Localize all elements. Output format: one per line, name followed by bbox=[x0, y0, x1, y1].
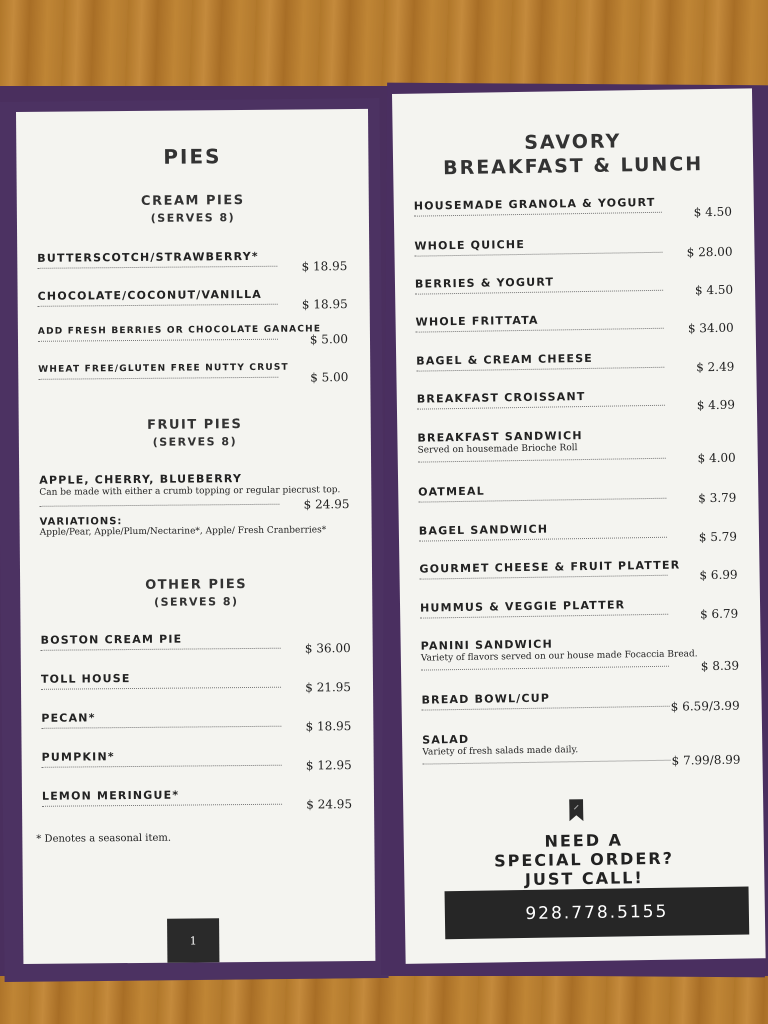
other-pies-serves: (SERVES 8) bbox=[154, 595, 239, 609]
menu-item bbox=[40, 670, 352, 695]
item-price: $ 18.95 bbox=[305, 719, 352, 734]
cream-pies-heading: CREAM PIES bbox=[140, 193, 245, 209]
menu-item bbox=[413, 195, 733, 220]
leader-dots bbox=[41, 726, 281, 729]
leader-dots bbox=[420, 575, 668, 580]
item-description: Served on housemade Brioche Roll bbox=[417, 443, 578, 456]
leader-dots bbox=[421, 666, 669, 671]
menu-item bbox=[422, 729, 741, 768]
leader-dots bbox=[415, 290, 663, 295]
menu-item bbox=[41, 709, 352, 734]
item-name: BREAKFAST CROISSANT bbox=[416, 389, 586, 406]
pies-panel bbox=[16, 109, 375, 964]
item-name: WHEAT FREE/GLUTEN FREE NUTTY CRUST bbox=[38, 362, 289, 375]
menu-item bbox=[416, 350, 735, 375]
leader-dots bbox=[42, 765, 282, 768]
fruit-pies-heading: FRUIT PIES bbox=[147, 417, 243, 433]
item-price: $ 7.99/8.99 bbox=[671, 752, 741, 768]
leader-dots bbox=[37, 266, 277, 269]
menu-item bbox=[419, 597, 739, 622]
menu-item bbox=[37, 324, 349, 347]
menu-item bbox=[37, 249, 348, 274]
item-price: $ 5.00 bbox=[309, 332, 349, 347]
item-name: HOUSEMADE GRANOLA & YOGURT bbox=[413, 195, 656, 213]
item-name: PANINI SANDWICH bbox=[420, 637, 554, 653]
cream-pies-serves: (SERVES 8) bbox=[150, 211, 236, 225]
item-name: BAGEL & CREAM CHEESE bbox=[416, 351, 594, 368]
leader-dots bbox=[414, 212, 662, 217]
menu-item bbox=[420, 635, 740, 674]
menu-item bbox=[40, 631, 351, 656]
item-price: $ 12.95 bbox=[305, 758, 352, 773]
menu-item bbox=[416, 388, 736, 413]
menu-item bbox=[41, 748, 352, 773]
item-price: $ 18.95 bbox=[301, 259, 348, 274]
leader-dots bbox=[41, 687, 281, 690]
item-price: $ 4.00 bbox=[697, 450, 736, 466]
item-name: BOSTON CREAM PIE bbox=[40, 632, 183, 647]
item-name: ADD FRESH BERRIES OR CHOCOLATE GANACHE bbox=[37, 324, 322, 337]
item-price: $ 8.39 bbox=[700, 658, 740, 674]
leader-dots bbox=[416, 328, 664, 333]
page-number: 1 bbox=[167, 918, 219, 962]
item-name: BREAD BOWL/CUP bbox=[421, 691, 551, 707]
fruit-pies-serves: (SERVES 8) bbox=[152, 435, 238, 449]
item-name: CHOCOLATE/COCONUT/VANILLA bbox=[37, 287, 263, 303]
menu-item bbox=[414, 273, 734, 298]
item-price: $ 5.00 bbox=[310, 370, 349, 385]
leader-dots bbox=[41, 648, 281, 651]
phone-number[interactable]: 928.778.5155 bbox=[445, 886, 750, 939]
leader-dots bbox=[38, 304, 278, 307]
menu-item bbox=[41, 787, 353, 812]
menu-item bbox=[415, 311, 734, 336]
savory-title-line1: SAVORY bbox=[524, 130, 622, 154]
item-price: $ 6.59/3.99 bbox=[670, 698, 740, 714]
item-name: PUMPKIN* bbox=[41, 750, 115, 764]
leader-dots bbox=[418, 458, 666, 463]
item-name: HUMMUS & VEGGIE PLATTER bbox=[419, 598, 626, 615]
leader-dots bbox=[38, 377, 278, 380]
seasonal-footnote: * Denotes a seasonal item. bbox=[36, 832, 172, 845]
other-pies-heading: OTHER PIES bbox=[145, 577, 248, 593]
item-price: $ 4.50 bbox=[694, 282, 734, 298]
menu-item bbox=[38, 362, 349, 385]
item-price: $ 6.79 bbox=[699, 606, 739, 622]
item-price: $ 24.95 bbox=[306, 797, 353, 812]
leader-dots bbox=[415, 252, 663, 257]
item-description: Variety of flavors served on our house made Focaccia Bread. bbox=[420, 649, 698, 664]
item-name: WHOLE QUICHE bbox=[414, 237, 526, 253]
leader-dots bbox=[419, 537, 667, 542]
leader-dots bbox=[416, 367, 664, 372]
item-name: APPLE, CHERRY, BLUEBERRY bbox=[39, 472, 243, 487]
variations-text: Apple/Pear, Apple/Plum/Nectarine*, Apple/ Fresh Cranberries* bbox=[39, 525, 327, 538]
pies-title: PIES bbox=[163, 144, 222, 169]
leader-dots bbox=[417, 405, 665, 410]
special-order-line1: NEED A bbox=[544, 830, 624, 851]
variations-block bbox=[40, 514, 350, 538]
item-name: OATMEAL bbox=[418, 484, 485, 499]
item-price: $ 4.50 bbox=[693, 204, 733, 220]
leader-dots bbox=[38, 339, 278, 342]
item-name: BUTTERSCOTCH/STRAWBERRY* bbox=[37, 249, 259, 265]
savory-panel bbox=[392, 88, 766, 964]
item-name: SALAD bbox=[422, 732, 470, 747]
item-price: $ 2.49 bbox=[696, 359, 735, 375]
item-price: $ 5.79 bbox=[698, 529, 738, 545]
variations-label: VARIATIONS: bbox=[39, 516, 123, 528]
menu-item bbox=[418, 520, 738, 545]
menu-item bbox=[417, 427, 736, 466]
menu-item bbox=[418, 481, 737, 506]
item-price: $ 24.95 bbox=[303, 497, 350, 512]
item-price: $ 4.99 bbox=[696, 397, 736, 413]
item-name: BREAKFAST SANDWICH bbox=[417, 429, 583, 445]
bookmark-icon bbox=[569, 799, 583, 821]
special-order-line3: JUST CALL! bbox=[524, 868, 644, 890]
leader-dots bbox=[42, 804, 282, 807]
leader-dots bbox=[422, 706, 670, 711]
item-name: LEMON MERINGUE* bbox=[41, 788, 180, 803]
item-price: $ 21.95 bbox=[305, 680, 352, 695]
item-price: $ 3.79 bbox=[698, 490, 737, 506]
menu-item bbox=[37, 287, 348, 312]
item-name: TOLL HOUSE bbox=[40, 672, 131, 686]
item-price: $ 34.00 bbox=[687, 320, 734, 336]
item-name: WHOLE FRITTATA bbox=[415, 313, 539, 329]
leader-dots bbox=[420, 614, 668, 619]
leader-dots bbox=[39, 504, 279, 507]
item-price: $ 6.99 bbox=[699, 567, 738, 583]
item-name: GOURMET CHEESE & FRUIT PLATTER bbox=[419, 558, 681, 576]
menu-item bbox=[414, 235, 733, 260]
item-description: Variety of fresh salads made daily. bbox=[422, 745, 579, 758]
leader-dots bbox=[423, 760, 671, 765]
item-name: BAGEL SANDWICH bbox=[418, 522, 549, 538]
leader-dots bbox=[418, 498, 666, 503]
special-order-line2: SPECIAL ORDER? bbox=[494, 848, 675, 871]
item-name: BERRIES & YOGURT bbox=[414, 275, 555, 291]
item-description: Can be made with either a crumb topping or regular piecrust top. bbox=[39, 485, 341, 498]
menu-item bbox=[39, 471, 350, 512]
item-price: $ 18.95 bbox=[301, 297, 348, 312]
item-price: $ 36.00 bbox=[304, 641, 351, 656]
menu-item bbox=[421, 689, 740, 714]
item-price: $ 28.00 bbox=[686, 244, 733, 260]
item-name: PECAN* bbox=[41, 711, 96, 725]
menu-item bbox=[419, 558, 738, 583]
savory-title-line2: BREAKFAST & LUNCH bbox=[442, 153, 704, 180]
